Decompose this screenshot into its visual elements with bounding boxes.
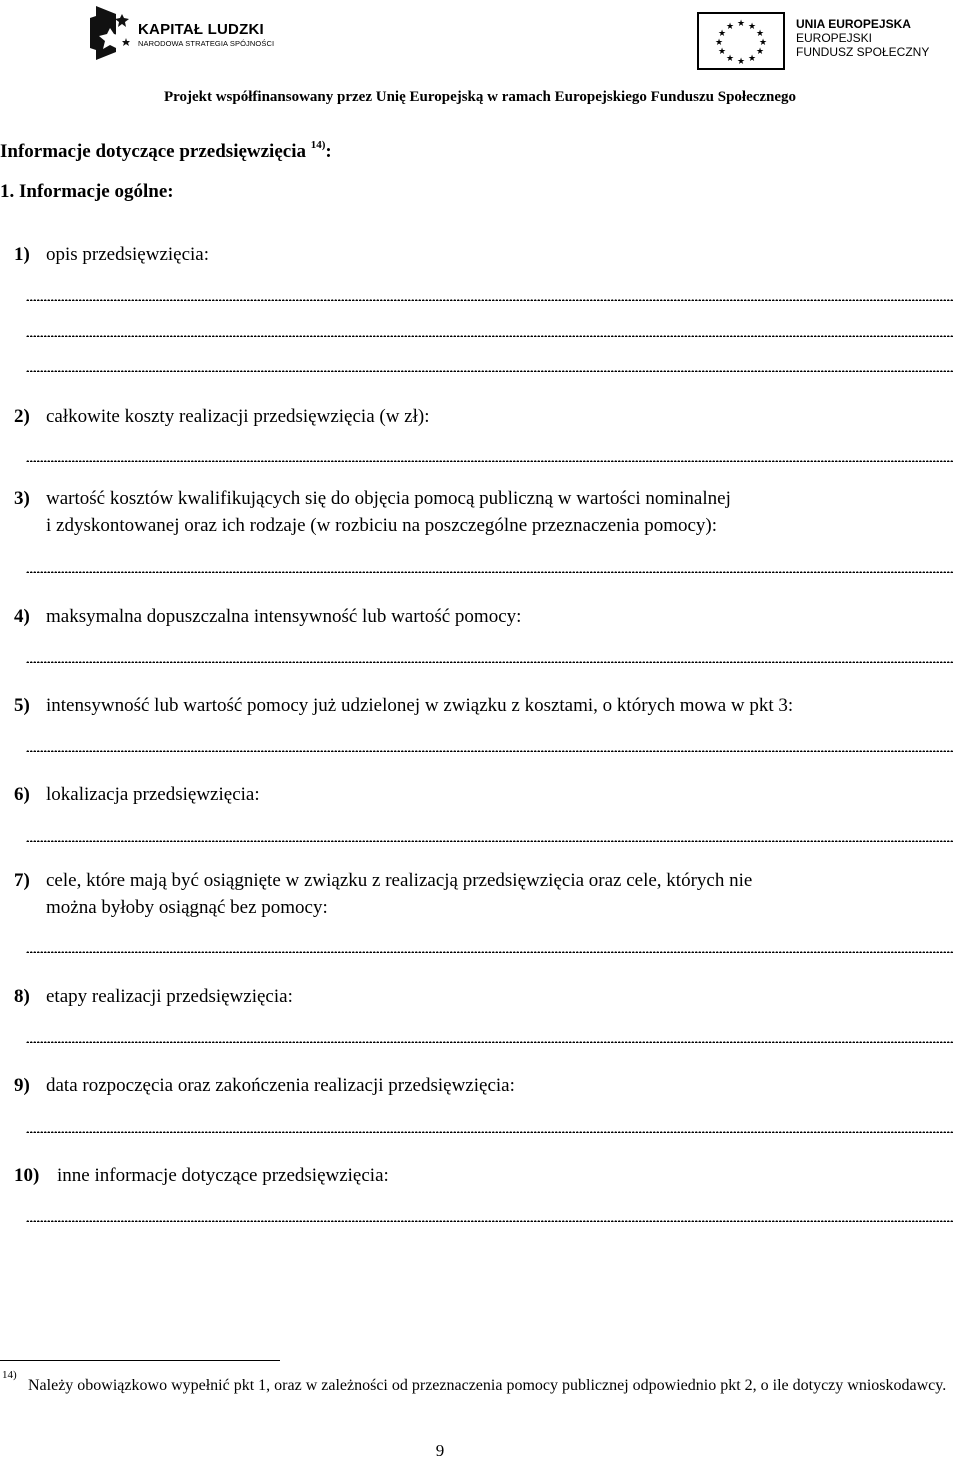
section-heading: 1. Informacje ogólne:	[0, 181, 174, 202]
eu-logo-line1: UNIA EUROPEJSKA	[796, 17, 911, 31]
page-title-colon: :	[325, 141, 332, 162]
kapital-ludzki-subtitle: NARODOWA STRATEGIA SPÓJNOŚCI	[138, 39, 275, 48]
item-number: 9)	[14, 1075, 30, 1096]
svg-text:★: ★	[758, 38, 768, 48]
fill-line[interactable]	[26, 1131, 953, 1135]
item-number: 8)	[14, 986, 30, 1007]
eu-logo-line3: FUNDUSZ SPOŁECZNY	[796, 45, 930, 59]
fill-line[interactable]	[26, 840, 953, 844]
svg-text:★: ★	[755, 29, 765, 39]
fill-line[interactable]	[26, 299, 953, 303]
fill-line[interactable]	[26, 460, 953, 464]
item-number: 6)	[14, 784, 30, 805]
footnote-separator	[0, 1360, 280, 1361]
eu-logo-text	[796, 17, 929, 59]
fill-line[interactable]	[26, 1041, 953, 1045]
item-label: lokalizacja przedsięwzięcia:	[46, 784, 260, 805]
kapital-ludzki-emblem-icon	[86, 4, 134, 62]
footnote-ref: 14)	[310, 139, 326, 151]
item-label-line1: cele, które mają być osiągnięte w związku z realizacją przedsięwzięcia oraz cele, których nie	[46, 870, 753, 891]
item-number: 2)	[14, 406, 30, 427]
svg-text:★: ★	[717, 47, 727, 57]
footnote-mark: 14)	[2, 1369, 17, 1381]
page-title	[0, 141, 332, 163]
page-number: 9	[435, 1441, 445, 1460]
fill-line[interactable]	[26, 750, 953, 754]
fill-line[interactable]	[26, 335, 953, 339]
item-number: 3)	[14, 488, 30, 509]
item-number: 4)	[14, 606, 30, 627]
svg-text:★: ★	[725, 54, 735, 64]
item-label: intensywność lub wartość pomocy już udzielonej w związku z kosztami, o których mowa w pkt 3:	[46, 695, 794, 716]
svg-text:★: ★	[736, 57, 746, 67]
fill-line[interactable]	[26, 571, 953, 575]
item-label: maksymalna dopuszczalna intensywność lub wartość pomocy:	[46, 606, 522, 627]
svg-text:★: ★	[725, 22, 735, 32]
item-label-line1: wartość kosztów kwalifikujących się do objęcia pomocą publiczną w wartości nominalnej	[46, 488, 731, 509]
item-label: data rozpoczęcia oraz zakończenia realizacji przedsięwzięcia:	[46, 1075, 515, 1096]
item-number: 5)	[14, 695, 30, 716]
fill-line[interactable]	[26, 370, 953, 374]
svg-text:★: ★	[755, 47, 765, 57]
fill-line[interactable]	[26, 1220, 953, 1224]
item-label: całkowite koszty realizacji przedsięwzięcia (w zł):	[46, 406, 430, 427]
kapital-ludzki-title: KAPITAŁ LUDZKI	[138, 21, 264, 38]
item-label: opis przedsięwzięcia:	[46, 244, 210, 265]
fill-line[interactable]	[26, 951, 953, 955]
page-title-text: Informacje dotyczące przedsięwzięcia	[0, 141, 306, 162]
item-label-line2: można byłoby osiągnąć bez pomocy:	[46, 897, 328, 918]
item-number: 7)	[14, 870, 30, 891]
eu-logo-line2: EUROPEJSKI	[796, 31, 873, 45]
svg-text:★: ★	[714, 38, 724, 48]
svg-text:★: ★	[717, 29, 727, 39]
fill-line[interactable]	[26, 661, 953, 665]
svg-text:★: ★	[747, 22, 757, 32]
item-number: 1)	[14, 244, 30, 265]
svg-text:★: ★	[747, 54, 757, 64]
footnote-text: Należy obowiązkowo wypełnić pkt 1, oraz w zależności od przeznaczenia pomocy publicznej odpowiednio pkt 2, o ile dotyczy wnioskodawcy.	[28, 1377, 947, 1394]
item-number: 10)	[14, 1165, 40, 1186]
item-label: inne informacje dotyczące przedsięwzięcia:	[57, 1165, 389, 1186]
svg-text:★: ★	[736, 19, 746, 29]
kapital-ludzki-logo	[86, 4, 275, 64]
item-label-line2: i zdyskontowanej oraz ich rodzaje (w rozbiciu na poszczególne przeznaczenia pomocy):	[46, 515, 718, 536]
cofunding-note: Projekt współfinansowany przez Unię Europejską w ramach Europejskiego Funduszu Społecznego	[163, 89, 797, 105]
eu-flag-icon	[697, 12, 785, 70]
item-label: etapy realizacji przedsięwzięcia:	[46, 986, 293, 1007]
